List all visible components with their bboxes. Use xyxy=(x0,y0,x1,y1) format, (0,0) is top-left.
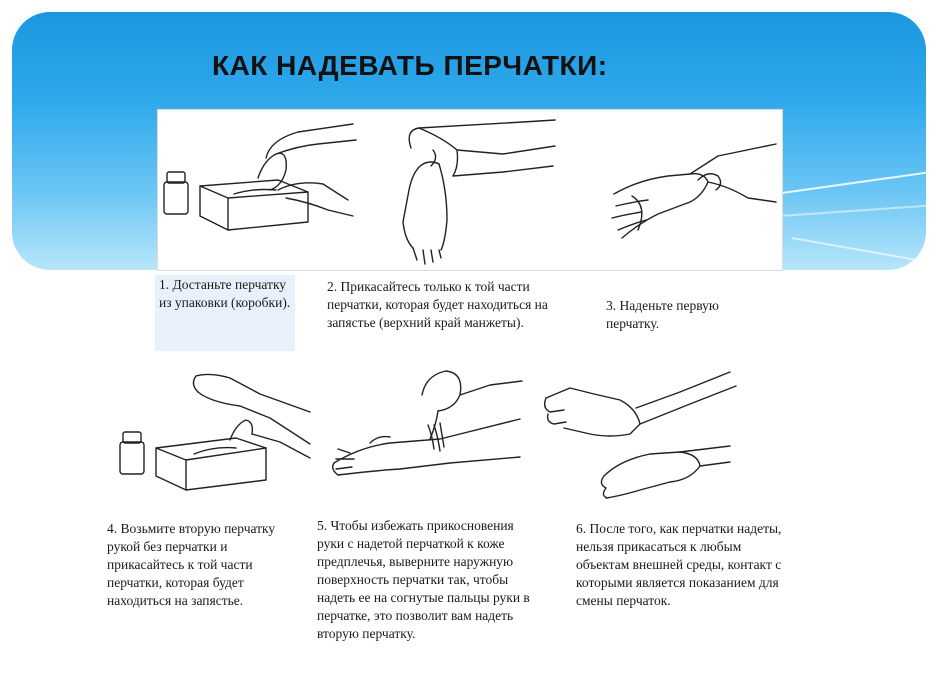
step-1-caption: 1. Достаньте перчатку из упаковки (коробки). xyxy=(155,275,295,351)
banner-light-streak xyxy=(792,237,926,263)
step-5-caption: 5. Чтобы избежать прикосновения руки с надетой перчаткой к коже предплечья, выверните наружную поверхность перчатки так, чтобы надеть ее на согнутые пальцы руки в перчатке, это позволит вам надеть вторую перчатку. xyxy=(317,518,530,641)
step-1-illustration xyxy=(158,110,368,270)
page-title: КАК НАДЕВАТЬ ПЕРЧАТКИ: xyxy=(212,50,608,81)
illustration-strip xyxy=(157,109,783,271)
step-2-caption: 2. Прикасайтесь только к той части перчатки, которая будет находиться на запястье (верхний край манжеты). xyxy=(327,279,548,330)
banner-light-streak xyxy=(782,171,926,194)
step-6-illustration xyxy=(540,368,740,513)
step-4-caption: 4. Возьмите вторую перчатку рукой без перчатки и прикасайтесь к той части перчатки, которая будет находиться на запястье. xyxy=(107,521,276,608)
step-4-illustration xyxy=(110,362,320,502)
step-5-illustration xyxy=(330,365,530,505)
step-2-illustration xyxy=(383,110,573,270)
step-6-caption: 6. После того, как перчатки надеты, нельзя прикасаться к любым объектам внешней среды, контакт с которыми является показанием для смены перчаток. xyxy=(576,521,782,608)
step-3-illustration xyxy=(598,110,778,270)
step-3-caption: 3. Наденьте первую перчатку. xyxy=(606,298,719,331)
